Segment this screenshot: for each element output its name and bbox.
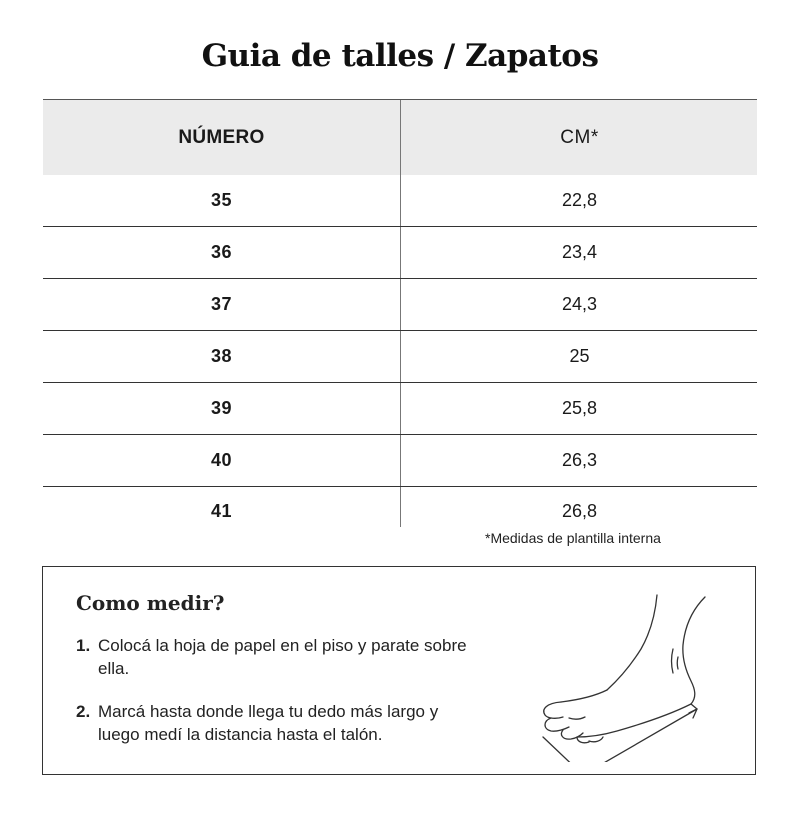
size-table — [43, 99, 757, 527]
table-row — [43, 383, 757, 435]
how-to-measure-box — [42, 566, 756, 775]
table-row — [43, 175, 757, 227]
table-header-row — [43, 100, 757, 175]
size-number: 35 — [43, 175, 401, 226]
table-row — [43, 279, 757, 331]
table-footnote: *Medidas de plantilla interna — [485, 530, 661, 546]
step-number: 2. — [76, 702, 91, 721]
size-cm: 25 — [569, 346, 590, 366]
table-row — [43, 331, 757, 383]
header-cm: CM* — [560, 126, 599, 148]
table-row — [43, 435, 757, 487]
how-to-measure-title: Como medir? — [76, 591, 225, 615]
step-number: 1. — [76, 636, 91, 655]
size-cm: 25,8 — [561, 398, 598, 418]
table-row — [43, 487, 757, 527]
size-number: 38 — [43, 331, 401, 382]
size-cm: 22,8 — [561, 190, 598, 210]
size-number: 39 — [43, 383, 401, 434]
foot-measure-icon — [533, 587, 713, 762]
table-row — [43, 227, 757, 279]
size-number: 40 — [43, 435, 401, 486]
size-number: 37 — [43, 279, 401, 330]
size-number: 36 — [43, 227, 401, 278]
size-cm: 26,3 — [561, 450, 598, 470]
step-text: Marcá hasta donde llega tu dedo más largo y luego medí la distancia hasta el talón. — [98, 702, 439, 744]
page-title: Guia de talles / Zapatos — [201, 38, 599, 74]
size-cm: 24,3 — [561, 294, 598, 314]
header-number: NÚMERO — [43, 100, 401, 175]
size-cm: 26,8 — [561, 500, 598, 521]
step-text: Colocá la hoja de papel en el piso y parate sobre ella. — [98, 636, 467, 678]
size-cm: 23,4 — [561, 242, 598, 262]
size-number: 41 — [43, 487, 401, 527]
